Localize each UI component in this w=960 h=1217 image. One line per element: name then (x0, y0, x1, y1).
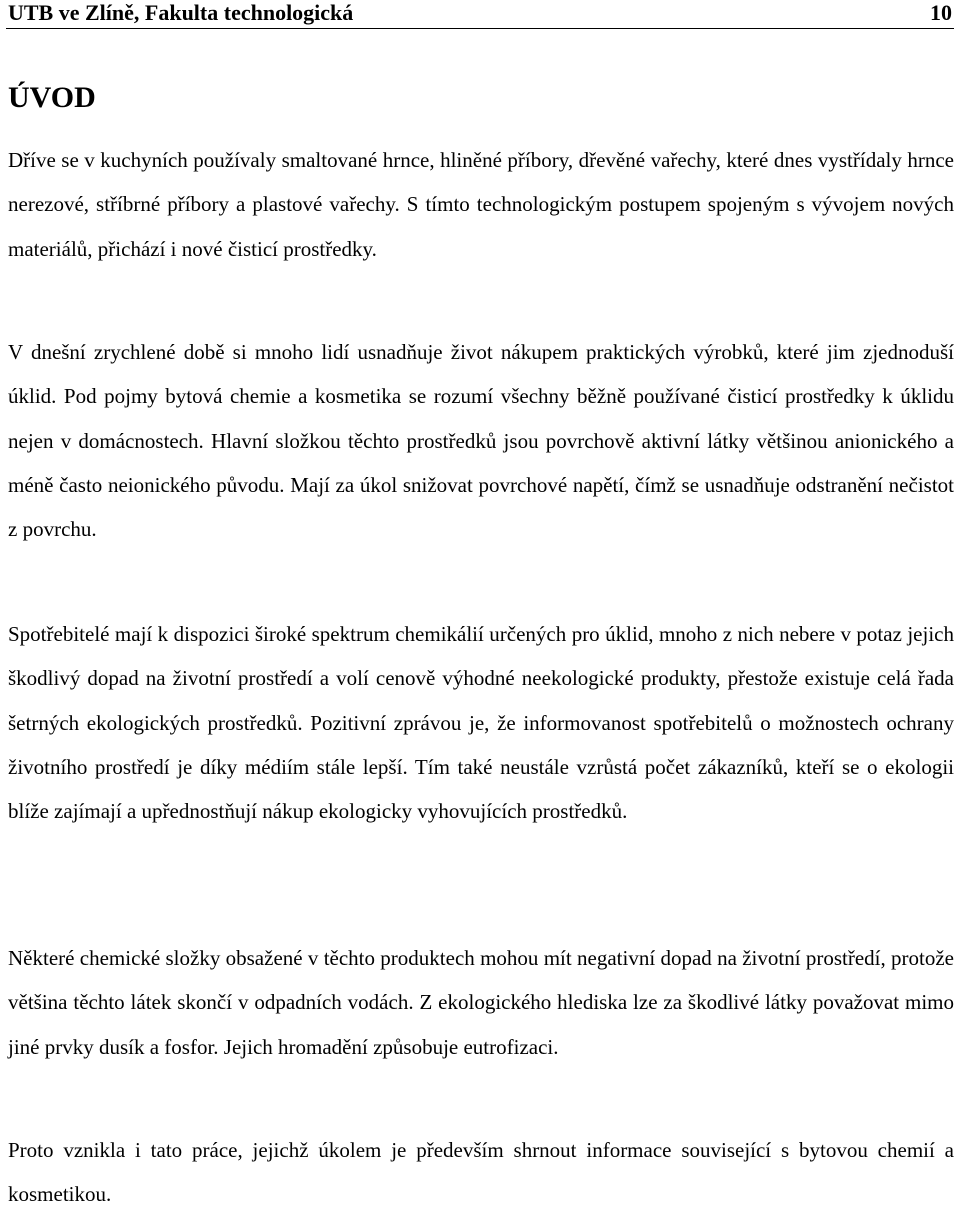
section-title: ÚVOD (8, 81, 96, 114)
paragraph: Spotřebitelé mají k dispozici široké spektrum chemikálií určených pro úklid, mnoho z nich nebere v potaz jejich škodlivý dopad na životní prostředí a volí cenově výhodné neekologické produkty, přestože existuje celá řada šetrných ekologických prostředků. Pozitivní zprávou je, že informovanost spotřebitelů o možnostech ochrany životního prostředí je díky médiím stále lepší. Tím také neustále vzrůstá počet zákazníků, kteří se o ekologii blíže zajímají a upřednostňují nákup ekologicky vyhovujících prostředků. (8, 622, 954, 824)
page-header (6, 0, 954, 29)
paragraph: Některé chemické složky obsažené v těchto produktech mohou mít negativní dopad na životní prostředí, protože většina těchto látek skončí v odpadních vodách. Z ekologického hlediska lze za škodlivé látky považovat mimo jiné prvky dusík a fosfor. Jejich hromadění způsobuje eutrofizaci. (8, 946, 954, 1059)
paragraph: Proto vznikla i tato práce, jejichž úkolem je především shrnout informace související s bytovou chemií a kosmetikou. (8, 1138, 954, 1207)
page-number: 10 (930, 0, 952, 25)
paragraph: Dříve se v kuchyních používaly smaltované hrnce, hliněné příbory, dřevěné vařechy, které dnes vystřídaly hrnce nerezové, stříbrné příbory a plastové vařechy. S tímto technologickým postupem spojeným s vývojem nových materiálů, přichází i nové čisticí prostředky. (8, 148, 954, 261)
paragraph: V dnešní zrychlené době si mnoho lidí usnadňuje život nákupem praktických výrobků, které jim zjednoduší úklid. Pod pojmy bytová chemie a kosmetika se rozumí všechny běžně používané čisticí prostředky k úklidu nejen v domácnostech. Hlavní složkou těchto prostředků jsou povrchově aktivní látky většinou anionického a méně často neionického původu. Mají za úkol snižovat povrchové napětí, čímž se usnadňuje odstranění nečistot z povrchu. (8, 340, 954, 542)
header-title: UTB ve Zlíně, Fakulta technologická (8, 0, 354, 25)
